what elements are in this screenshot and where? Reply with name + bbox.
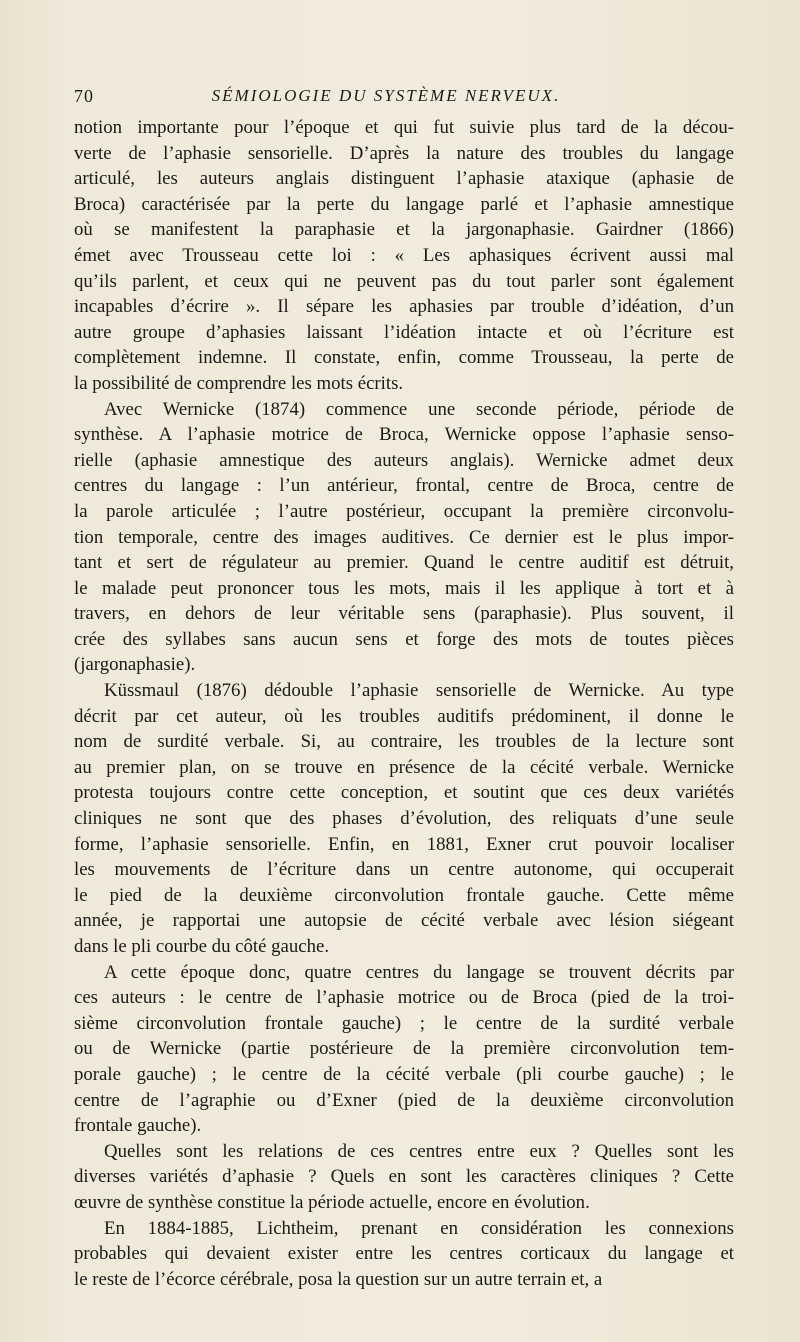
text-line: A cette époque donc, quatre centres du langage se trouvent décrits par bbox=[104, 961, 734, 983]
text-line: forme, l’aphasie sensorielle. Enfin, en 1881, Exner crut pouvoir localiser bbox=[74, 833, 734, 855]
page-number: 70 bbox=[74, 86, 94, 106]
text-line: (jargonaphasie). bbox=[74, 654, 196, 676]
text-line: année, je rapportai une autopsie de cécité verbale avec lésion siégeant bbox=[74, 910, 734, 932]
text-line: décrit par cet auteur, où les troubles auditifs prédominent, il donne le bbox=[74, 705, 734, 727]
text-line: où se manifestent la paraphasie et la jargonaphasie. Gairdner (1866) bbox=[74, 219, 734, 241]
text-line: émet avec Trousseau cette loi : « Les aphasiques écrivent aussi mal bbox=[74, 244, 734, 266]
paragraph bbox=[74, 1216, 734, 1293]
text-line: frontale gauche). bbox=[74, 1115, 202, 1137]
text-line: qu’ils parlent, et ceux qui ne peuvent pas du tout parler sont également bbox=[74, 270, 734, 292]
text-line: incapables d’écrire ». Il sépare les aphasies par trouble d’idéation, d’un bbox=[74, 296, 734, 318]
text-line: porale gauche) ; le centre de la cécité verbale (pli courbe gauche) ; le bbox=[74, 1063, 734, 1085]
paragraph bbox=[74, 1139, 734, 1216]
text-line: dans le pli courbe du côté gauche. bbox=[74, 936, 330, 957]
text-line: rielle (aphasie amnestique des auteurs anglais). Wernicke admet deux bbox=[74, 449, 734, 471]
text-line: nom de surdité verbale. Si, au contraire, les troubles de la lecture sont bbox=[74, 731, 734, 753]
text-line: travers, en dehors de leur véritable sens (paraphasie). Plus souvent, il bbox=[74, 603, 734, 625]
text-line: le malade peut prononcer tous les mots, mais il les applique à tort et à bbox=[74, 577, 734, 599]
body-text bbox=[74, 115, 734, 1292]
text-line: les mouvements de l’écriture dans un centre autonome, qui occuperait bbox=[74, 859, 734, 881]
text-line: centre de l’agraphie ou d’Exner (pied de la deuxième circonvolution bbox=[74, 1089, 734, 1111]
text-line: diverses variétés d’aphasie ? Quels en sont les caractères cliniques ? Cette bbox=[74, 1166, 734, 1188]
text-line: En 1884-1885, Lichtheim, prenant en considération les connexions bbox=[104, 1217, 734, 1239]
text-line: sième circonvolution frontale gauche) ; le centre de la surdité verbale bbox=[74, 1012, 734, 1034]
text-line: synthèse. A l’aphasie motrice de Broca, Wernicke oppose l’aphasie senso- bbox=[74, 424, 734, 446]
text-line: crée des syllabes sans aucun sens et forge des mots de toutes pièces bbox=[74, 628, 734, 650]
running-title: SÉMIOLOGIE DU SYSTÈME NERVEUX. bbox=[211, 86, 561, 105]
text-line: articulé, les auteurs anglais distinguent l’aphasie ataxique (aphasie de bbox=[74, 168, 734, 190]
text-line: probables qui devaient exister entre les centres corticaux du langage et bbox=[74, 1243, 734, 1265]
text-line: complètement indemne. Il constate, enfin, comme Trousseau, la perte de bbox=[74, 347, 734, 369]
text-line: Broca) caractérisée par la perte du langage parlé et l’aphasie amnestique bbox=[74, 193, 734, 215]
text-line: centres du langage : l’un antérieur, frontal, centre de Broca, centre de bbox=[74, 475, 734, 497]
text-line: Avec Wernicke (1874) commence une seconde période, période de bbox=[104, 398, 734, 420]
text-line: tant et sert de régulateur au premier. Quand le centre auditif est détruit, bbox=[74, 552, 734, 574]
text-line: notion importante pour l’époque et qui fut suivie plus tard de la décou- bbox=[74, 117, 734, 138]
text-line: le reste de l’écorce cérébrale, posa la question sur un autre terrain et, a bbox=[74, 1268, 603, 1290]
text-line: ou de Wernicke (partie postérieure de la première circonvolution tem- bbox=[74, 1038, 734, 1060]
text-line: le pied de la deuxième circonvolution frontale gauche. Cette même bbox=[74, 884, 734, 906]
text-line: cliniques ne sont que des phases d’évolution, des reliquats d’une seule bbox=[74, 808, 734, 830]
text-line: œuvre de synthèse constitue la période actuelle, encore en évolution. bbox=[74, 1191, 590, 1213]
paragraph bbox=[74, 960, 734, 1139]
text-line: protesta toujours contre cette conception, et soutint que ces deux variétés bbox=[74, 782, 734, 804]
paragraph bbox=[74, 397, 734, 679]
text-line: tion temporale, centre des images auditives. Ce dernier est le plus impor- bbox=[74, 526, 734, 548]
text-line: autre groupe d’aphasies laissant l’idéation intacte et où l’écriture est bbox=[74, 321, 734, 343]
text-line: ces auteurs : le centre de l’aphasie motrice ou de Broca (pied de la troi- bbox=[74, 987, 734, 1009]
text-line: Quelles sont les relations de ces centres entre eux ? Quelles sont les bbox=[104, 1140, 734, 1162]
text-line: au premier plan, on se trouve en présence de la cécité verbale. Wernicke bbox=[74, 756, 734, 778]
text-line: la possibilité de comprendre les mots écrits. bbox=[74, 372, 404, 394]
text-line: la parole articulée ; l’autre postérieur, occupant la première circonvolu- bbox=[74, 500, 734, 522]
paragraph bbox=[74, 115, 734, 397]
page-header bbox=[74, 86, 698, 116]
paragraph bbox=[74, 678, 734, 960]
text-line: verte de l’aphasie sensorielle. D’après la nature des troubles du langage bbox=[74, 142, 734, 164]
text-line: Küssmaul (1876) dédouble l’aphasie sensorielle de Wernicke. Au type bbox=[104, 680, 734, 702]
